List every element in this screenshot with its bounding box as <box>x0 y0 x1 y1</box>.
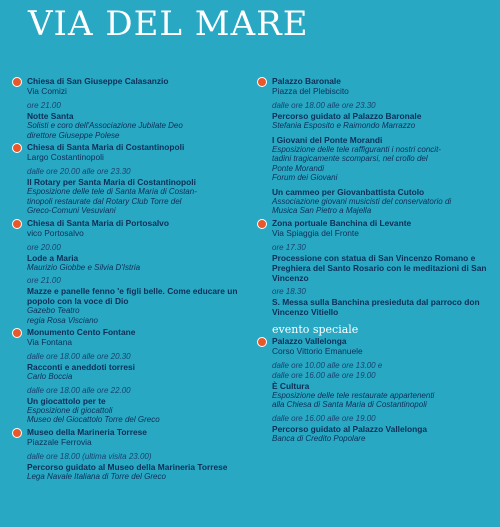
event-time: dalle ore 18.00 alle ore 23.30 <box>272 101 376 110</box>
venue-name: Museo della Marineria Torrese <box>27 426 147 437</box>
event-description: tinopoli restaurate dal Rotary Club Torre del <box>27 196 182 206</box>
venue-address: Piazza del Plebiscito <box>272 86 349 96</box>
venue-entry <box>257 218 493 317</box>
bullet-dot-icon <box>12 77 22 87</box>
event-item <box>272 187 493 216</box>
event-description: Associazione giovani musicisti del conservatorio di <box>272 196 452 206</box>
event-description: Esposizione delle tele raffiguranti i nostri concit- <box>272 144 441 154</box>
venue-address: Piazzale Ferrovia <box>27 436 92 447</box>
event-title: Un giocattolo per te <box>27 395 106 406</box>
event-description: Musica San Pietro a Majella <box>272 206 372 215</box>
event-description: Museo del Giocattolo Torre del Greco <box>27 415 160 424</box>
event-item <box>27 386 246 425</box>
event-time: dalle ore 16.00 alle ore 19.00 <box>272 413 376 423</box>
event-title: Lode a Maria <box>27 252 79 263</box>
event-description: Maurizio Giobbe e Silvia D'Istria <box>27 262 141 272</box>
event-item <box>27 167 246 216</box>
event-item <box>27 101 246 140</box>
event-description: Esposizione di giocattoli <box>27 405 113 415</box>
venue-entry <box>12 142 246 216</box>
venue-entry <box>257 76 493 216</box>
event-description: Banca di Credito Popolare <box>272 433 366 443</box>
event-title: Percorso guidato al Museo della Marineria Torrese <box>27 461 228 472</box>
event-description: Ponte Morandi <box>272 163 325 173</box>
event-item <box>272 414 493 444</box>
event-time: ore 17.30 <box>272 242 306 252</box>
event-description: Carlo Boccia <box>27 372 73 381</box>
event-time: dalle ore 18.00 (ultima visita 23.00) <box>27 451 152 461</box>
event-item <box>272 287 493 317</box>
venue-address: Largo Costantinopoli <box>27 152 104 162</box>
event-title: È Cultura <box>272 380 310 391</box>
event-title: Notte Santa <box>27 111 74 121</box>
event-time: dalle ore 16.00 alle ore 19.00 <box>272 370 376 380</box>
event-title: I Giovani del Ponte Morandi <box>272 134 383 145</box>
venue-entry <box>12 76 246 140</box>
event-title: Mazze e panelle fenno 'e figli belle. Come educare un popolo con la voce di Dio <box>27 286 238 306</box>
event-item <box>27 276 246 325</box>
venue-name: Palazzo Vallelonga <box>272 335 347 346</box>
event-title: Percorso guidato al Palazzo Baronale <box>272 111 422 121</box>
event-description: direttore Giuseppe Polese <box>27 130 120 140</box>
event-item <box>27 243 246 273</box>
event-description: Lega Navale Italiana di Torre del Greco <box>27 471 166 481</box>
event-time: dalle ore 18.00 alle ore 22.00 <box>27 385 131 395</box>
right-column <box>257 76 493 445</box>
event-time: ore 18.30 <box>272 286 306 296</box>
event-description: tadini tragicamente scomparsi, nel crollo del <box>272 154 428 163</box>
bullet-dot-icon <box>12 219 22 229</box>
event-description: Esposizione delle tele di Santa Maria di Costan- <box>27 187 197 196</box>
event-description: Esposizione delle tele restaurate appartenenti <box>272 390 435 400</box>
venue-name: Chiesa di Santa Maria di Costantinopoli <box>27 142 185 152</box>
bullet-dot-icon <box>257 77 267 87</box>
event-item <box>272 361 493 410</box>
event-time: ore 20.00 <box>27 242 61 252</box>
event-description: Stefania Esposito e Raimondo Marrazzo <box>272 121 416 130</box>
event-title: Percorso guidato al Palazzo Vallelonga <box>272 423 427 434</box>
event-time: ore 21.00 <box>27 276 61 285</box>
event-title: Un cammeo per Giovanbattista Cutolo <box>272 186 425 197</box>
page-title: VIA DEL MARE <box>28 4 309 44</box>
event-description: Solisti e coro dell'Associazione Jubilate Deo <box>27 121 183 130</box>
venue-address: Via Spiaggia del Fronte <box>272 227 359 238</box>
venue-entry <box>12 218 246 326</box>
event-item <box>272 101 493 131</box>
venue-entry <box>257 336 493 444</box>
event-time: dalle ore 18.00 alle ore 20.30 <box>27 352 131 361</box>
event-description: Greco-Comuni Vesuviani <box>27 206 116 215</box>
event-description: regia Rosa Visciano <box>27 315 99 325</box>
bullet-dot-icon <box>257 337 267 347</box>
venue-name: Monumento Cento Fontane <box>27 327 136 337</box>
event-title: Processione con statua di San Vincenzo Romano e Preghiera del Santo Rosario con le meditazioni di San Vincenzo <box>272 252 487 283</box>
event-item <box>272 243 493 283</box>
event-item <box>27 452 246 482</box>
special-event-label: evento speciale <box>272 322 359 336</box>
bullet-dot-icon <box>257 219 267 229</box>
venue-name: Palazzo Baronale <box>272 76 341 86</box>
event-title: S. Messa sulla Banchina presieduta dal parroco don Vincenzo Vitiello <box>272 296 480 317</box>
venue-address: vico Portosalvo <box>27 227 84 238</box>
event-item <box>27 352 246 382</box>
left-column <box>12 76 246 483</box>
venue-address: Via Comizi <box>27 86 67 96</box>
event-description: Gazebo Teatro <box>27 306 80 315</box>
bullet-dot-icon <box>12 328 22 338</box>
event-time: dalle ore 10.00 alle ore 13.00 e <box>272 360 383 370</box>
event-title: Il Rotary per Santa Maria di Costantinopoli <box>27 177 196 187</box>
venue-address: Via Fontana <box>27 337 73 347</box>
event-description: Forum dei Giovani <box>272 173 338 182</box>
event-title: Racconti e aneddoti torresi <box>27 362 135 372</box>
venue-name: Chiesa di Santa Maria di Portosalvo <box>27 217 169 228</box>
event-time: ore 21.00 <box>27 101 61 110</box>
venue-entry <box>12 327 246 425</box>
bullet-dot-icon <box>12 428 22 438</box>
venue-name: Chiesa di San Giuseppe Calasanzio <box>27 76 169 86</box>
bullet-dot-icon <box>12 143 22 153</box>
event-description: alla Chiesa di Santa Maria di Costantinopoli <box>272 400 427 409</box>
venue-name: Zona portuale Banchina di Levante <box>272 217 412 228</box>
venue-entry <box>12 427 246 482</box>
venue-address: Corso Vittorio Emanuele <box>272 345 363 356</box>
event-item <box>272 135 493 183</box>
event-time: dalle ore 20.00 alle ore 23.30 <box>27 167 131 176</box>
